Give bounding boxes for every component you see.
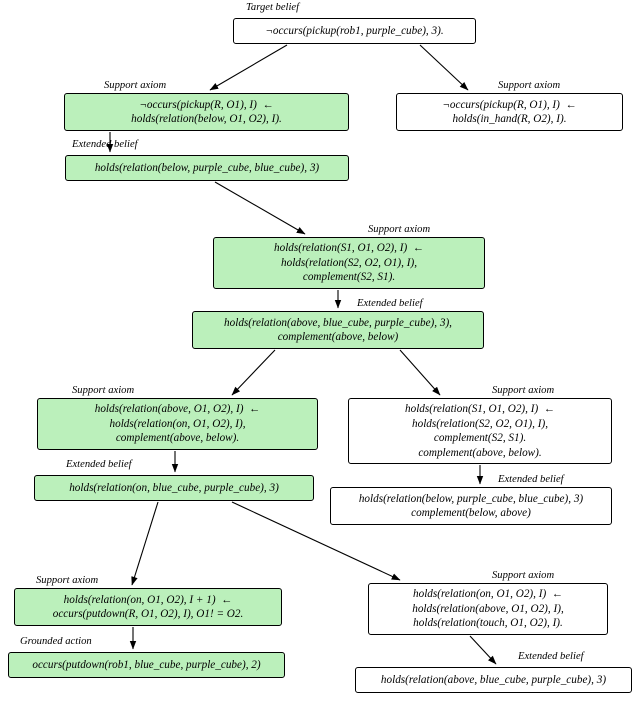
node-text-line: holds(relation(above, O1, O2), I) ← [94,403,261,416]
node-text-line: holds(relation(S1, O1, O2), I) ← [274,242,424,255]
extended-belief-below-node [65,155,349,181]
support-axiom-touch-node [368,583,608,635]
support-axiom-putdown-node [14,588,282,626]
support-axiom-complement-node [213,237,485,289]
diagram-edge [210,45,287,90]
node-text-line: holds(relation(above, blue_cube, purple_cube), 3) [380,673,607,686]
diagram-label: Extended belief [72,139,138,150]
diagram-edge [470,636,496,664]
support-axiom-above-on-node [37,398,318,450]
diagram-label: Support axiom [36,575,99,586]
node-text-line: ¬occurs(pickup(rob1, purple_cube), 3). [265,24,444,37]
diagram-label: Grounded action [20,636,92,647]
node-text-line: complement(above, below) [277,331,399,343]
diagram-edge [132,502,158,585]
node-text-line: holds(relation(on, O1, O2), I + 1) ← [63,593,233,606]
support-axiom-below-node [64,93,349,131]
node-text-line: complement(S2, S1). [302,271,396,284]
node-text-line: holds(relation(below, purple_cube, blue_cube), 3) [94,161,320,174]
diagram-label: Support axiom [498,80,561,91]
support-axiom-complement-2-node [348,398,612,464]
extended-belief-below-2-node [330,487,612,525]
node-text-line: ¬occurs(pickup(R, O1), I) ← [442,98,577,111]
node-text-line: holds(relation(above, blue_cube, purple_cube), 3), [224,316,452,329]
node-text-line: complement(above, below). [418,446,542,459]
diagram-label: Support axiom [104,80,167,91]
node-text-line: complement(above, below). [115,432,240,445]
node-text-line: complement(below, above) [411,507,531,519]
node-text-line: holds(relation(on, O1, O2), I) ← [413,588,563,601]
node-text-line: holds(relation(on, O1, O2), I), [109,417,246,430]
diagram-label: Support axiom [368,224,431,235]
diagram-edge [420,45,468,90]
node-text-line: occurs(putdown(R, O1, O2), I), O1! = O2. [52,608,244,620]
diagram-label: Support axiom [492,570,555,581]
node-text-line: complement(S2, S1). [433,432,527,444]
diagram-label: Extended belief [357,298,423,309]
node-text-line: holds(relation(on, blue_cube, purple_cube), 3) [69,481,279,494]
diagram-label: Support axiom [492,385,555,396]
grounded-action-node [8,652,285,678]
extended-belief-above-2-node [355,667,632,693]
diagram-edge [232,350,275,395]
diagram-edge [215,182,305,234]
diagram-label: Extended belief [518,651,584,662]
node-text-line: ¬occurs(pickup(R, O1), I) ← [139,98,274,111]
node-text-line: holds(relation(S2, O2, O1), I), [281,256,417,269]
diagram-label: Extended belief [498,474,564,485]
diagram-edge [400,350,440,395]
node-text-line: holds(relation(S2, O2, O1), I), [412,417,548,430]
target-belief-node [233,18,476,44]
diagram-label: Target belief [246,2,300,13]
node-text-line: holds(relation(S1, O1, O2), I) ← [405,403,555,415]
diagram-label: Extended belief [66,459,132,470]
extended-belief-on-node [34,475,314,501]
diagram-label: Support axiom [72,385,135,396]
node-text-line: holds(relation(above, O1, O2), I), [412,602,564,615]
node-text-line: holds(relation(touch, O1, O2), I). [413,617,563,630]
node-text-line: holds(relation(below, O1, O2), I). [131,113,282,125]
node-text-line: occurs(putdown(rob1, blue_cube, purple_cube), 2) [32,658,261,671]
support-axiom-in-hand-node [396,93,623,131]
extended-belief-above-node [192,311,484,349]
node-text-line: holds(relation(below, purple_cube, blue_cube), 3) [358,492,584,505]
node-text-line: holds(in_hand(R, O2), I). [452,113,567,125]
